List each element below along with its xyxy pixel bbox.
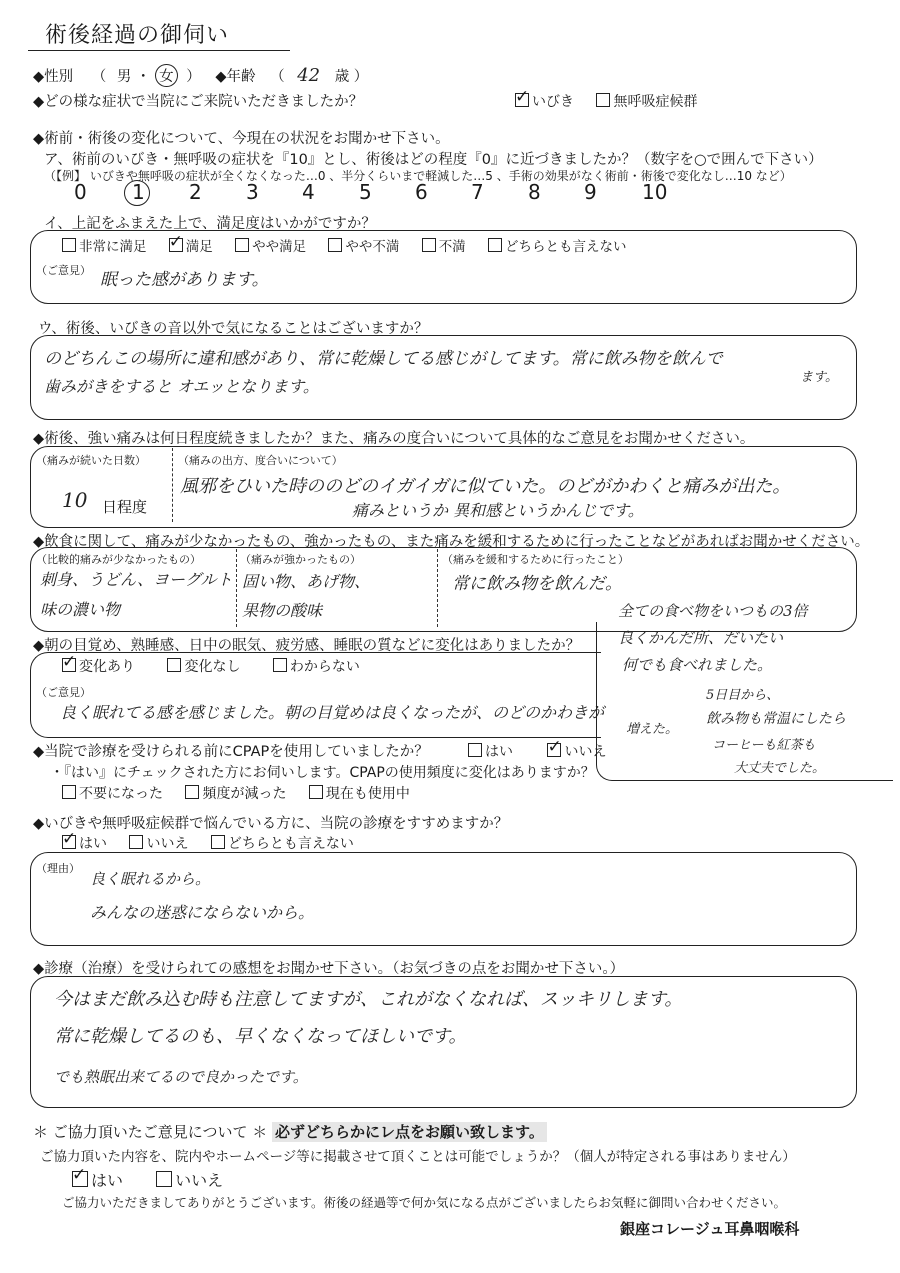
impression-question: ◆診療（治療）を受けられての感想をお聞かせ下さい。（お気づきの点をお聞かせ下さい。）: [33, 961, 625, 977]
sleep-opinion[interactable]: 良く眠れてる感を感じました。朝の目覚めは良くなったが、のどのかわきが: [60, 703, 605, 722]
other-answer-line1[interactable]: のどちんこの場所に違和感があり、常に乾燥してる感じがしてます。常に飲み物を飲んで: [44, 349, 723, 369]
gender-female: 女: [159, 69, 174, 85]
cpap-option-yes[interactable]: [468, 741, 513, 761]
clinic-name: 銀座コレージュ耳鼻咽喉科: [620, 1220, 800, 1238]
scale-5[interactable]: 5: [359, 180, 372, 204]
recommend-option-neither[interactable]: [211, 833, 354, 853]
footer-note-bold: 必ずどちらかにレ点をお願い致します。: [272, 1122, 547, 1142]
title-underline: [28, 50, 290, 51]
scale-9[interactable]: 9: [584, 180, 597, 204]
checkbox-icon: [211, 835, 225, 849]
opinion-label: （ご意見）: [36, 264, 91, 277]
option-label: はい: [91, 1171, 124, 1190]
checkbox-icon: [129, 835, 143, 849]
food-less-line1[interactable]: 刺身、うどん、ヨーグルト: [40, 570, 233, 589]
sleep-option-unknown[interactable]: [273, 656, 360, 676]
age-label: ◆年齢: [215, 69, 256, 85]
checkbox-checked-icon: [72, 1171, 88, 1187]
scale-0[interactable]: 0: [74, 180, 87, 204]
checkbox-icon: [273, 658, 287, 672]
checkbox-icon: [422, 238, 436, 252]
symptom-question: ◆どの様な症状で当院にご来院いただきましたか？: [33, 94, 364, 110]
cpap-option-no[interactable]: [547, 741, 606, 761]
pain-days-label: （痛みが続いた日数）: [36, 454, 146, 467]
food-question: ◆飲食に関して、痛みが少なかったもの、強かったもの、また痛みを緩和するために行ったことなどがあればお聞かせください。: [33, 534, 870, 550]
food-divider-1: [236, 549, 237, 627]
scale-7[interactable]: 7: [471, 180, 484, 204]
other-answer-line1b[interactable]: ます。: [800, 370, 838, 385]
food-strong-label: （痛みが強かったもの）: [240, 553, 361, 566]
page-title: 術後経過の御伺い: [45, 23, 230, 48]
sleep-opinion-label: （ご意見）: [36, 686, 91, 699]
checkbox-checked-icon: [62, 835, 76, 849]
cpap-sub-reduced[interactable]: [185, 783, 286, 803]
option-label: わからない: [289, 659, 360, 675]
footer-option-yes[interactable]: [72, 1168, 123, 1191]
gender-label: ◆性別: [33, 69, 74, 85]
checkbox-icon: [309, 785, 323, 799]
age-unit: 歳 ）: [334, 69, 369, 85]
recommend-box: [30, 852, 857, 946]
recommend-reason-line1[interactable]: 良く眠れるから。: [90, 870, 211, 888]
impression-line2[interactable]: 常に乾燥してるのも、早くなくなってほしいです。: [54, 1026, 467, 1047]
gender-open: （: [91, 69, 107, 85]
symptom-option-apnea[interactable]: [596, 91, 697, 111]
option-label: はい: [79, 836, 107, 852]
satisfaction-neither[interactable]: [488, 235, 627, 255]
symptom-options: [515, 91, 715, 111]
option-label: 変化なし: [184, 659, 241, 675]
side-note-line2[interactable]: 良くかんだ所、だいたい: [618, 629, 784, 647]
scale-3[interactable]: 3: [246, 180, 259, 204]
checkbox-icon: [468, 743, 482, 757]
option-label: いいえ: [564, 744, 607, 760]
gender-dot: ・: [135, 69, 151, 85]
satisfaction-options: [62, 235, 644, 255]
pain-detail-label: （痛みの出方、度合いについて）: [178, 454, 343, 467]
cpap-sub-unneeded[interactable]: [62, 783, 163, 803]
option-label: 不満: [438, 239, 466, 255]
checkbox-icon: [328, 238, 342, 252]
checkbox-checked-icon: [62, 658, 76, 672]
pain-days-unit: 日程度: [102, 498, 148, 516]
checkbox-icon: [156, 1171, 172, 1187]
option-label: いいえ: [175, 1171, 224, 1190]
satisfaction-opinion[interactable]: 眠った感があります。: [100, 270, 269, 290]
checkbox-icon: [167, 658, 181, 672]
gender-close: ）: [186, 69, 201, 85]
option-label: 変化あり: [79, 659, 135, 675]
impression-line3[interactable]: でも熟眠出来てるので良かったです。: [54, 1068, 308, 1086]
pain-question: ◆術後、強い痛みは何日程度続きましたか？また、痛みの度合いについて具体的なご意見をお聞かせください。: [33, 431, 755, 447]
food-relief-label: （痛みを緩和するために行ったこと）: [442, 553, 629, 566]
satisfaction-very[interactable]: [62, 235, 147, 255]
footer-note: [33, 1121, 547, 1142]
change-question: ◆術前・術後の変化について、今現在の状況をお聞かせ下さい。: [33, 131, 450, 147]
change-example: （【例】 いびきや無呼吸の症状が全くなくなった…0 、半分くらいまで軽減した…5 、手術の効果がなく術前・術後で変化なし…10 など）: [44, 169, 792, 183]
scale-6[interactable]: 6: [415, 180, 428, 204]
pain-detail-line2[interactable]: 痛みというか 異和感というかんじです。: [352, 501, 644, 520]
sleep-question: ◆朝の目覚め、熟睡感、日中の眠気、疲労感、睡眠の質などに変化はありましたか？: [33, 638, 581, 654]
scale-4[interactable]: 4: [302, 180, 315, 204]
sleep-option-nochange[interactable]: [167, 656, 240, 676]
food-strong-line2[interactable]: 果物の酸味: [242, 601, 323, 620]
other-question: ウ、術後、いびきの音以外で気になることはございますか？: [38, 321, 429, 337]
gender-female-circled[interactable]: [155, 64, 178, 87]
checkbox-icon: [488, 238, 502, 252]
cpap-question: ◆当院で診療を受けられる前にCPAPを使用していましたか？: [33, 744, 429, 760]
sleep-opinion-2[interactable]: 増えた。: [626, 722, 679, 737]
cpap-options: [468, 741, 624, 761]
scale-10[interactable]: 10: [642, 180, 668, 204]
age-open: （: [270, 69, 285, 85]
checkbox-checked-icon: [169, 238, 183, 252]
impression-line1[interactable]: 今はまだ飲み込む時も注意してますが、これがなくなれば、スッキリします。: [54, 989, 683, 1010]
sleep-options: [62, 656, 378, 676]
checkbox-icon: [62, 238, 76, 252]
cpap-sub-using[interactable]: [309, 783, 410, 803]
cpap-sub-question: ・『はい』にチェックされた方にお伺いします。CPAPの使用頻度に変化はありますか？: [50, 765, 595, 781]
checkbox-icon: [235, 238, 249, 252]
option-label: いいえ: [146, 836, 189, 852]
checkbox-checked-icon: [547, 743, 561, 757]
scale-selected-circle: [124, 180, 150, 206]
recommend-option-no[interactable]: [129, 833, 188, 853]
footer-note-left: ＊ ご協力頂いたご意見について ＊: [33, 1123, 268, 1141]
gender-male: 男: [116, 69, 132, 85]
option-label: どちらとも言えない: [227, 836, 354, 852]
footer-options: [72, 1168, 241, 1191]
option-label: どちらとも言えない: [504, 239, 627, 255]
food-less-line2[interactable]: 味の濃い物: [40, 600, 121, 619]
option-label: 頻度が減った: [202, 786, 287, 802]
sleep-option-changed[interactable]: [62, 656, 135, 676]
satisfaction-somewhat-dis[interactable]: [328, 235, 399, 255]
option-label: 不要になった: [79, 786, 163, 802]
option-label: 無呼吸症候群: [613, 94, 698, 110]
recommend-question: ◆いびきや無呼吸症候群で悩んでいる方に、当院の診療をすすめますか？: [33, 816, 509, 832]
symptom-option-snoring[interactable]: [515, 91, 574, 111]
footer-thanks: ご協力いただきましてありがとうございます。術後の経過等で何か気になる点がございましたらお気軽に御問い合わせください。: [62, 1195, 787, 1210]
side-note-line4[interactable]: 5日目から、: [706, 688, 780, 703]
satisfaction-satisfied[interactable]: [169, 235, 213, 255]
other-answer-line2[interactable]: 歯みがきをすると オエッとなります。: [44, 377, 319, 396]
checkbox-checked-icon: [515, 93, 529, 107]
food-less-label: （比較的痛みが少なかったもの）: [36, 553, 201, 566]
recommend-options: [62, 833, 372, 853]
scale-row: [74, 180, 694, 206]
scale-8[interactable]: 8: [528, 180, 541, 204]
side-note-line7[interactable]: 大丈夫でした。: [734, 761, 826, 776]
pain-divider: [172, 448, 173, 522]
food-relief-value[interactable]: 常に飲み物を飲んだ。: [452, 574, 622, 594]
satisfaction-dis[interactable]: [422, 235, 466, 255]
checkbox-icon: [185, 785, 199, 799]
option-label: 現在も使用中: [325, 786, 410, 802]
option-label: いびき: [532, 94, 574, 110]
change-a-text: ア、術前のいびき・無呼吸の症状を『10』とし、術後はどの程度『0』に近づきましたか？（数字を○で囲んで下さい）: [44, 152, 823, 168]
scale-1[interactable]: 1: [132, 180, 145, 204]
checkbox-icon: [62, 785, 76, 799]
option-label: やや満足: [252, 239, 307, 255]
option-label: 満足: [185, 239, 213, 255]
scale-2[interactable]: 2: [189, 180, 202, 204]
cpap-sub-options: [62, 783, 428, 803]
recommend-option-yes[interactable]: [62, 833, 107, 853]
pain-detail-line1[interactable]: 風邪をひいた時ののどのイガイガに似ていた。のどがかわくと痛みが出た。: [180, 476, 791, 497]
recommend-reason-line2[interactable]: みんなの迷惑にならないから。: [90, 903, 315, 922]
option-label: やや不満: [345, 239, 400, 255]
side-note-line5[interactable]: 飲み物も常温にしたら: [706, 711, 846, 727]
food-strong-line1[interactable]: 固い物、あげ物、: [242, 572, 371, 591]
pain-days-value[interactable]: 10: [62, 488, 88, 512]
satisfaction-question: イ、上記をふまえた上で、満足度はいかがですか？: [44, 216, 376, 232]
option-label: 非常に満足: [79, 239, 147, 255]
footer-permission: ご協力頂いた内容を、院内やホームページ等に掲載させて頂くことは可能でしょうか？（個人が特定される事はありません）: [40, 1149, 796, 1165]
side-note-line1[interactable]: 全ての食べ物をいつもの3倍: [618, 602, 808, 620]
age-value[interactable]: 42: [297, 65, 321, 86]
checkbox-icon: [596, 93, 610, 107]
option-label: はい: [485, 744, 513, 760]
satisfaction-somewhat[interactable]: [235, 235, 306, 255]
recommend-reason-label: （理由）: [36, 862, 80, 875]
side-note-line3[interactable]: 何でも食べれました。: [622, 656, 773, 674]
side-note-line6[interactable]: コーヒーも紅茶も: [712, 738, 816, 753]
footer-option-no[interactable]: [156, 1168, 223, 1191]
food-divider-2: [437, 549, 438, 627]
gender-row: [33, 64, 368, 87]
